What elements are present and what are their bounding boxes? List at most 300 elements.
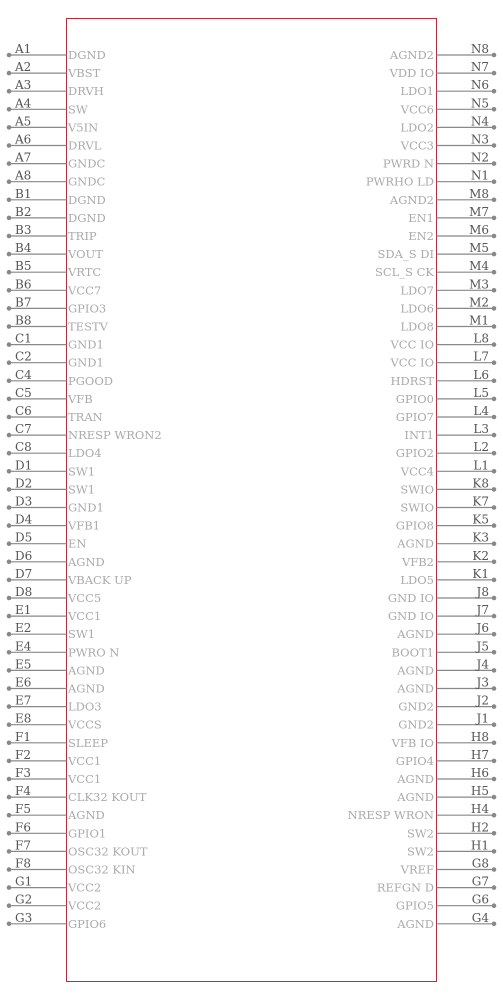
ic-body-outline — [67, 19, 437, 982]
pin-number: M3 — [469, 277, 489, 292]
pin-name: SCL_S CK — [375, 265, 434, 280]
pin-end-dot — [492, 179, 497, 184]
pin-end-dot — [7, 704, 12, 709]
pin-number: D1 — [15, 458, 33, 473]
left-pin — [7, 295, 107, 315]
pin-number: C7 — [15, 422, 32, 437]
pin-end-dot — [7, 143, 12, 148]
pin-name: PWRD N — [382, 156, 434, 171]
pin-number: E6 — [15, 675, 32, 690]
pin-number: M7 — [469, 204, 489, 219]
pin-name: TRAN — [68, 410, 103, 424]
pin-number: D3 — [15, 494, 33, 509]
left-pin — [7, 350, 104, 370]
pin-end-dot — [7, 487, 12, 492]
pin-name: HDRST — [390, 373, 434, 388]
left-pin — [7, 440, 102, 460]
right-pin — [348, 802, 497, 822]
pin-number: A7 — [15, 150, 32, 165]
pin-name: EN1 — [408, 210, 434, 225]
left-pin — [7, 476, 95, 496]
pin-end-dot — [492, 415, 497, 420]
left-pin — [7, 857, 136, 877]
pin-number: D7 — [15, 566, 33, 581]
pin-name: LDO3 — [68, 699, 102, 714]
right-pin — [389, 350, 496, 370]
pin-number: B6 — [15, 277, 32, 292]
right-pin — [396, 404, 497, 424]
pin-name: AGND — [397, 536, 434, 551]
pin-name: REFGN D — [376, 880, 434, 895]
pin-end-dot — [492, 831, 497, 836]
pin-number: K1 — [472, 566, 489, 581]
pin-end-dot — [7, 107, 12, 112]
pin-name: VCC3 — [400, 138, 434, 153]
right-pin — [408, 205, 496, 225]
pin-end-dot — [7, 324, 12, 329]
pin-name: PWRO N — [68, 645, 120, 660]
right-pin — [388, 585, 496, 605]
pin-end-dot — [492, 216, 497, 221]
pin-end-dot — [492, 632, 497, 637]
pin-end-dot — [7, 469, 12, 474]
left-pin — [7, 911, 107, 931]
left-pin — [7, 60, 101, 80]
pin-end-dot — [7, 505, 12, 510]
pin-end-dot — [7, 53, 12, 58]
pin-end-dot — [492, 885, 497, 890]
pin-end-dot — [492, 523, 497, 528]
pin-number: N1 — [470, 168, 489, 183]
pin-end-dot — [7, 433, 12, 438]
pin-number: N6 — [470, 78, 489, 93]
pin-name: VCC7 — [68, 283, 102, 298]
pin-number: B1 — [15, 186, 32, 201]
pin-name: VBST — [68, 66, 101, 81]
pin-end-dot — [7, 813, 12, 818]
left-pin — [7, 151, 106, 171]
pin-end-dot — [7, 161, 12, 166]
left-pin — [7, 549, 105, 569]
pin-name: GPIO1 — [68, 826, 107, 841]
pin-end-dot — [7, 722, 12, 727]
left-pin — [7, 694, 102, 714]
pin-number: G3 — [15, 910, 33, 925]
pin-number: F8 — [15, 856, 31, 871]
pin-name: BOOT1 — [391, 645, 434, 660]
right-pin — [400, 458, 497, 478]
left-pin — [7, 639, 120, 659]
pin-number: G8 — [471, 856, 489, 871]
pin-number: A1 — [15, 42, 32, 56]
pin-name: GPIO2 — [395, 446, 434, 461]
pin-end-dot — [492, 487, 497, 492]
pin-end-dot — [492, 198, 497, 203]
pin-end-dot — [7, 198, 12, 203]
pin-number: G7 — [471, 874, 489, 889]
pin-name: VFB1 — [68, 518, 101, 533]
right-pin — [396, 676, 496, 696]
pin-number: K8 — [472, 476, 489, 491]
pin-name: SW — [68, 102, 88, 117]
pin-end-dot — [492, 849, 497, 854]
pin-name: OSC32 KOUT — [68, 844, 148, 859]
pin-end-dot — [7, 795, 12, 800]
pin-number: D2 — [15, 476, 33, 491]
right-pin — [400, 476, 496, 496]
pin-end-dot — [7, 379, 12, 384]
left-pin — [7, 205, 106, 225]
pin-number: C4 — [15, 367, 32, 382]
pin-end-dot — [492, 704, 497, 709]
right-pin — [400, 96, 497, 116]
left-pin — [7, 712, 102, 732]
pin-number: J4 — [476, 657, 489, 672]
pin-number: H6 — [470, 766, 489, 780]
pin-number: F4 — [15, 784, 31, 799]
pin-name: VRTC — [68, 265, 102, 280]
pin-number: N4 — [470, 114, 489, 129]
right-pin-column — [348, 42, 497, 931]
pin-end-dot — [492, 397, 497, 402]
pin-name: VCC2 — [68, 880, 102, 895]
left-pin — [7, 784, 147, 804]
pin-name: SWIO — [400, 500, 434, 515]
pin-number: L4 — [473, 404, 489, 418]
pin-number: D6 — [15, 548, 33, 563]
right-pin — [400, 495, 496, 515]
pin-end-dot — [7, 71, 12, 76]
right-pin — [400, 857, 497, 877]
pin-end-dot — [7, 234, 12, 239]
right-pin — [396, 440, 497, 460]
pin-end-dot — [492, 686, 497, 691]
pin-end-dot — [7, 270, 12, 275]
pin-number: E4 — [15, 639, 32, 654]
pin-number: D8 — [15, 585, 33, 599]
right-pin — [396, 621, 496, 641]
pin-number: N2 — [470, 150, 489, 165]
pin-number: C1 — [15, 331, 32, 346]
pin-name: VOUT — [68, 247, 103, 262]
right-pin — [398, 694, 496, 714]
left-pin — [7, 458, 95, 478]
pin-number: E7 — [15, 693, 32, 708]
pin-name: DRVL — [68, 138, 102, 153]
pin-name: VFB IO — [391, 735, 434, 750]
right-pin — [400, 114, 496, 134]
pin-number: M5 — [469, 241, 489, 256]
pin-end-dot — [7, 523, 12, 528]
pin-end-dot — [7, 831, 12, 836]
pin-name: DRVH — [68, 84, 104, 99]
pin-number: K3 — [472, 530, 489, 545]
left-pin — [7, 241, 104, 261]
right-pin — [396, 784, 496, 804]
left-pin — [7, 513, 100, 533]
left-pin — [7, 531, 87, 551]
pin-end-dot — [7, 650, 12, 655]
left-pin — [7, 42, 106, 62]
pin-number: L5 — [473, 385, 489, 400]
pin-number: L6 — [473, 367, 489, 382]
pin-name: GPIO7 — [395, 410, 434, 424]
pin-end-dot — [492, 596, 497, 601]
pin-name: PWRHO LD — [365, 174, 434, 189]
pin-number: B4 — [15, 241, 32, 256]
right-pin — [404, 422, 496, 442]
right-pin — [408, 223, 496, 243]
pin-end-dot — [7, 288, 12, 293]
pin-name: AGND — [397, 627, 434, 642]
pin-name: CLK32 KOUT — [68, 790, 147, 805]
pin-end-dot — [492, 722, 497, 727]
pin-end-dot — [492, 650, 497, 655]
pin-number: E8 — [15, 711, 32, 726]
pin-end-dot — [7, 216, 12, 221]
right-pin — [396, 748, 497, 768]
pin-number: J8 — [476, 585, 489, 599]
pin-number: J3 — [476, 675, 489, 690]
pin-number: G2 — [15, 892, 33, 907]
pin-name: VFB2 — [401, 554, 434, 569]
pin-number: M2 — [469, 295, 489, 310]
pin-name: SW2 — [406, 844, 434, 859]
pin-name: LDO7 — [400, 283, 434, 298]
pin-end-dot — [492, 614, 497, 619]
pin-name: VCC IO — [390, 337, 434, 352]
pin-number: K5 — [472, 512, 489, 527]
left-pin — [7, 802, 105, 822]
right-pin — [389, 42, 496, 62]
pin-name: AGND2 — [389, 48, 434, 62]
pin-name: PGOOD — [68, 373, 114, 388]
pin-name: SW2 — [406, 826, 434, 841]
pin-name: AGND — [68, 554, 105, 569]
pin-number: J2 — [476, 693, 489, 708]
pin-name: VCCS — [68, 717, 102, 732]
right-pin — [396, 766, 496, 786]
pin-number: M4 — [469, 259, 489, 274]
pin-number: H2 — [470, 820, 489, 835]
left-pin — [7, 495, 104, 515]
pin-name: GPIO6 — [68, 916, 107, 931]
pin-end-dot — [492, 560, 497, 565]
right-pin — [366, 169, 496, 189]
pin-end-dot — [492, 578, 497, 583]
pin-number: K7 — [472, 494, 489, 509]
pin-end-dot — [492, 306, 497, 311]
pin-number: H4 — [470, 802, 489, 817]
pin-number: F1 — [15, 729, 31, 744]
pin-name: VBACK UP — [68, 572, 132, 587]
pin-name: SW1 — [68, 627, 96, 642]
pin-number: A3 — [15, 78, 32, 93]
pin-number: F5 — [15, 802, 31, 817]
left-pin — [7, 404, 103, 424]
pin-name: LDO1 — [400, 84, 434, 99]
right-pin — [396, 893, 497, 913]
pin-number: H8 — [470, 729, 489, 744]
right-pin — [400, 277, 496, 297]
pin-end-dot — [492, 451, 497, 456]
pin-name: VREF — [400, 862, 434, 877]
pin-number: B5 — [15, 259, 32, 274]
pin-number: D4 — [15, 512, 33, 527]
pin-name: EN2 — [408, 229, 434, 243]
right-pin — [398, 712, 496, 732]
right-pin — [400, 567, 496, 587]
pin-end-dot — [7, 125, 12, 130]
left-pin — [7, 676, 105, 696]
pin-name: GND IO — [387, 591, 434, 605]
right-pin — [388, 603, 496, 623]
pin-name: AGND — [397, 790, 434, 805]
pin-number: N5 — [470, 96, 489, 111]
pin-name: TRIP — [68, 229, 97, 243]
pin-end-dot — [492, 795, 497, 800]
pin-end-dot — [492, 161, 497, 166]
pin-end-dot — [492, 505, 497, 510]
pin-end-dot — [492, 867, 497, 872]
pin-number: G6 — [471, 892, 489, 907]
left-pin — [7, 78, 104, 98]
pin-end-dot — [7, 849, 12, 854]
pin-name: VCC2 — [68, 898, 102, 913]
pin-end-dot — [7, 596, 12, 601]
pin-end-dot — [7, 922, 12, 927]
pin-end-dot — [492, 342, 497, 347]
pin-end-dot — [7, 759, 12, 764]
right-pin — [391, 368, 497, 388]
pin-name: AGND — [68, 663, 105, 678]
pin-end-dot — [492, 379, 497, 384]
pin-number: H5 — [470, 784, 489, 799]
right-pin — [383, 151, 496, 171]
pin-number: K2 — [472, 548, 489, 563]
pin-end-dot — [7, 903, 12, 908]
pin-name: VCC1 — [68, 609, 102, 624]
left-pin — [7, 368, 113, 388]
pin-number: F6 — [15, 820, 31, 835]
right-pin — [389, 332, 496, 352]
pin-number: M6 — [469, 223, 489, 237]
pin-number: H1 — [470, 838, 489, 853]
left-pin — [7, 820, 107, 840]
right-pin — [400, 314, 496, 334]
pin-number: B7 — [15, 295, 32, 310]
pin-end-dot — [7, 614, 12, 619]
left-pin — [7, 187, 106, 207]
pin-name: GND2 — [398, 717, 434, 732]
pin-name: NRESP WRON2 — [68, 428, 162, 443]
pin-number: A4 — [15, 96, 32, 111]
pin-name: GPIO0 — [395, 391, 434, 406]
left-pin — [7, 332, 104, 352]
pin-name: LDO5 — [400, 572, 434, 587]
left-pin — [7, 875, 102, 895]
pin-end-dot — [492, 143, 497, 148]
pin-number: N8 — [470, 42, 489, 56]
pin-end-dot — [492, 433, 497, 438]
left-pin — [7, 730, 109, 750]
pin-end-dot — [7, 560, 12, 565]
pin-name: VCC1 — [68, 753, 102, 768]
pin-end-dot — [492, 741, 497, 746]
pin-number: N3 — [470, 132, 489, 147]
pin-number: H7 — [470, 747, 489, 762]
pin-number: B8 — [15, 313, 32, 328]
pin-number: F2 — [15, 747, 31, 762]
pin-number: C6 — [15, 404, 32, 418]
left-pin — [7, 314, 109, 334]
pin-end-dot — [492, 270, 497, 275]
pin-number: E5 — [15, 657, 32, 672]
pin-number: L2 — [473, 440, 489, 455]
pin-end-dot — [492, 813, 497, 818]
pin-end-dot — [7, 451, 12, 456]
pin-name: GNDC — [68, 174, 106, 189]
pin-end-dot — [7, 668, 12, 673]
left-pin — [7, 223, 97, 243]
pin-number: M1 — [469, 313, 489, 328]
pin-number: A8 — [15, 168, 32, 183]
left-pin — [7, 277, 102, 297]
pin-number: J1 — [476, 711, 489, 726]
pin-name: VCC IO — [390, 355, 434, 370]
pin-number: L7 — [473, 349, 489, 364]
pin-name: AGND — [397, 772, 434, 786]
pin-end-dot — [492, 125, 497, 130]
right-pin — [400, 78, 496, 98]
pin-number: F3 — [15, 766, 31, 780]
pin-end-dot — [7, 867, 12, 872]
pin-number: C2 — [15, 349, 32, 364]
pin-name: GND1 — [68, 355, 104, 370]
left-pin — [7, 748, 102, 768]
left-pin — [7, 603, 102, 623]
pin-name: OSC32 KIN — [68, 862, 136, 877]
pin-name: AGND — [397, 663, 434, 678]
pin-end-dot — [7, 415, 12, 420]
right-pin — [400, 133, 497, 153]
pin-end-dot — [492, 469, 497, 474]
right-pin — [389, 60, 497, 80]
pin-end-dot — [492, 234, 497, 239]
pin-end-dot — [7, 360, 12, 365]
right-pin — [396, 386, 497, 406]
pin-end-dot — [7, 179, 12, 184]
pin-end-dot — [7, 632, 12, 637]
pin-name: SW1 — [68, 464, 96, 479]
pin-end-dot — [492, 759, 497, 764]
left-pin — [7, 422, 162, 442]
left-pin-column — [7, 42, 162, 931]
pin-name: SLEEP — [68, 735, 109, 750]
pin-end-dot — [7, 397, 12, 402]
pin-end-dot — [492, 89, 497, 94]
pin-name: GND1 — [68, 337, 104, 352]
pin-end-dot — [492, 922, 497, 927]
pin-number: C8 — [15, 440, 32, 455]
pin-name: SW1 — [68, 482, 96, 497]
pin-name: AGND — [68, 681, 105, 696]
pin-end-dot — [492, 668, 497, 673]
pin-end-dot — [7, 89, 12, 94]
pin-name: VFB — [68, 391, 93, 406]
pin-name: VCC6 — [400, 102, 434, 117]
left-pin — [7, 621, 95, 641]
